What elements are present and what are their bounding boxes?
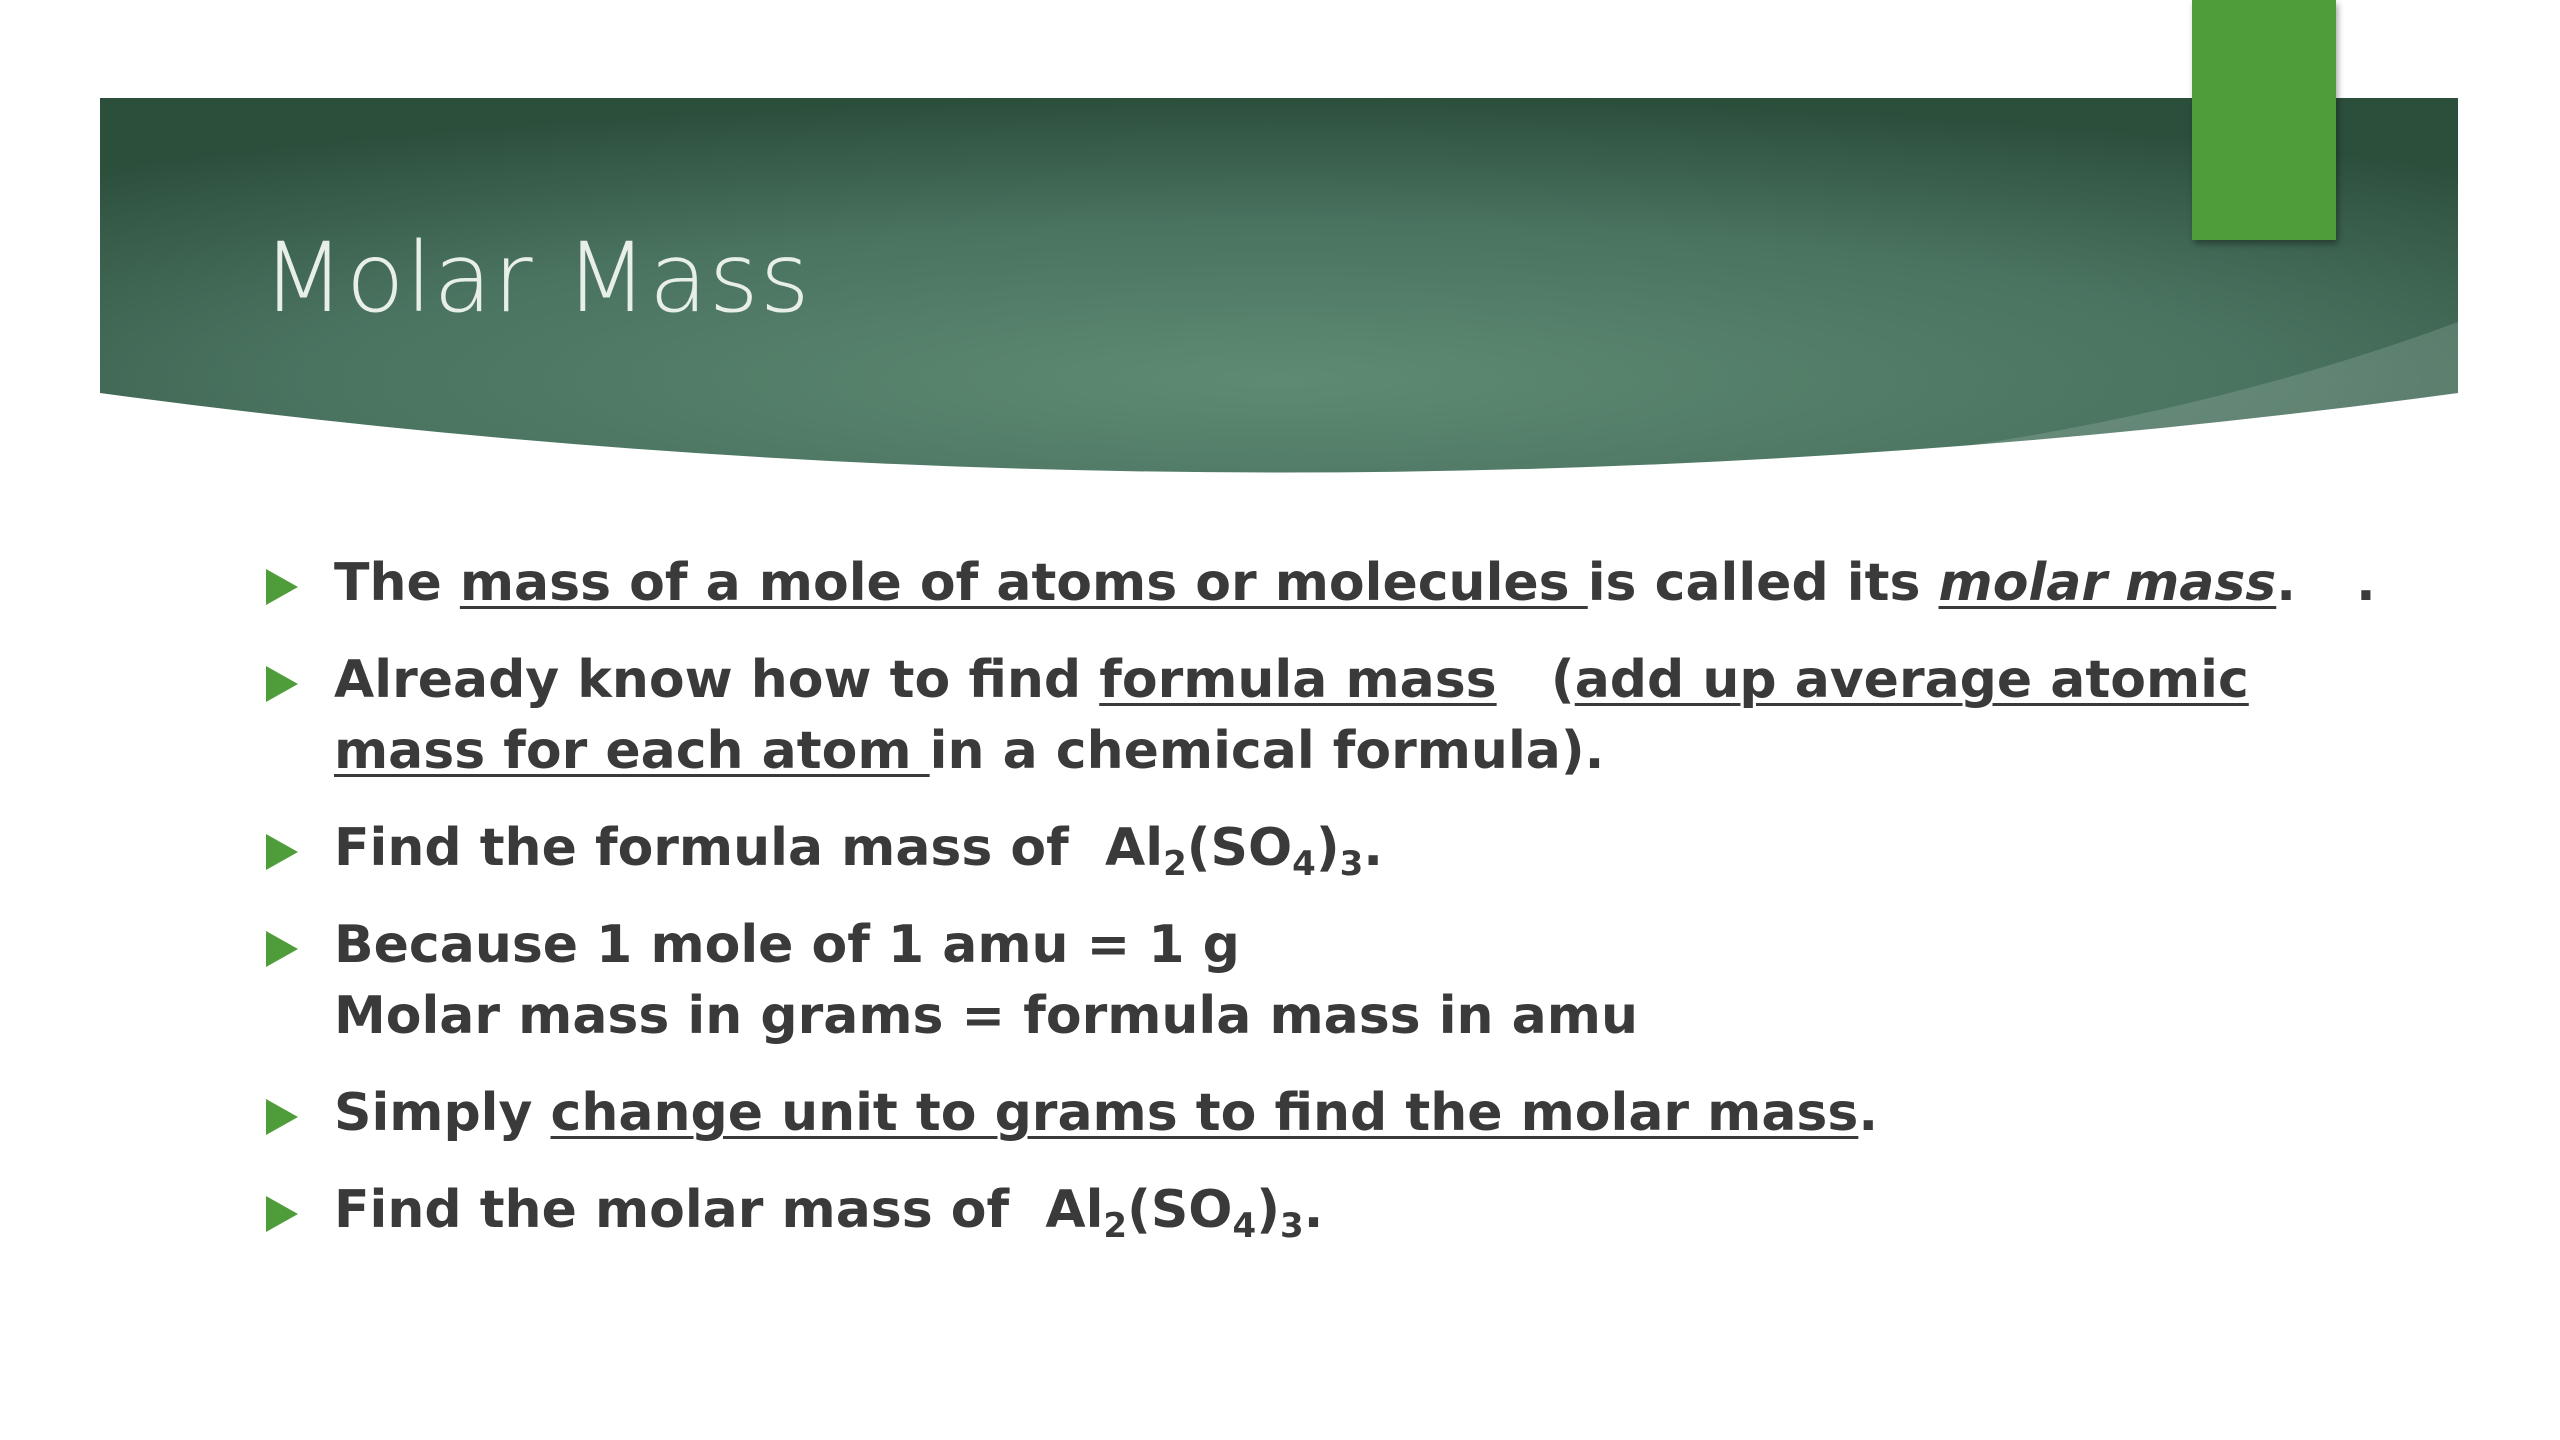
triangle-right-icon <box>266 569 298 605</box>
bullet-text-run: ) <box>1315 818 1340 878</box>
bullet-text-run: molar mass <box>1938 553 2277 613</box>
subscript-text: 3 <box>1279 1206 1304 1246</box>
bullet-line <box>334 548 2376 619</box>
bullet-text-run: in a chemical formula). <box>929 721 1605 781</box>
bullet-line <box>334 716 2362 787</box>
bullet-text-run: add up average atomic <box>1574 650 2249 710</box>
triangle-right-icon <box>266 834 298 870</box>
bullet-line <box>334 910 2362 981</box>
triangle-right-icon <box>266 1196 298 1232</box>
slide-title: Molar Mass <box>262 222 811 334</box>
bullet-line <box>334 1078 2362 1149</box>
bullet-text-run: Simply <box>334 1083 551 1143</box>
bullet-text-run: ) <box>1256 1180 1280 1240</box>
bullet-text-run: Because 1 mole of 1 amu = 1 g <box>334 915 1240 975</box>
bullet-line <box>334 981 2362 1052</box>
subscript-text: 4 <box>1292 844 1316 884</box>
bullet-text-run: . <box>2356 553 2376 613</box>
bullet-text-run: . <box>1303 1180 1324 1240</box>
bullet-text-run: mass for each atom <box>334 721 930 781</box>
bullet-text-run: . <box>1363 818 1384 878</box>
accent-tab <box>2192 0 2336 240</box>
bullet-text-run: Already know how to find <box>334 650 1100 710</box>
bullet-text-run: mass of a mole of atoms or molecules <box>459 553 1588 613</box>
bullet-text-run: change unit to grams to find the molar mass <box>550 1083 1859 1143</box>
bullet-line <box>334 1175 2362 1246</box>
triangle-right-icon <box>266 666 298 702</box>
bullet-item <box>262 910 2362 1052</box>
bullet-line <box>334 813 2362 884</box>
subscript-text: 3 <box>1339 844 1364 884</box>
bullet-line <box>334 645 2362 716</box>
bullet-item <box>262 1175 2362 1246</box>
bullet-item <box>262 645 2362 787</box>
bullet-item <box>262 813 2362 884</box>
bullet-text-run: The <box>334 553 460 613</box>
subscript-text: 2 <box>1103 1206 1128 1246</box>
bullet-text-run: Find the molar mass of Al <box>334 1180 1104 1240</box>
bullet-text-run: (SO <box>1127 1180 1233 1240</box>
triangle-right-icon <box>266 1099 298 1135</box>
bullet-list <box>262 548 2376 1272</box>
bullet-text-run: ( <box>1496 650 1575 710</box>
bullet-text-run: . <box>2276 553 2297 613</box>
bullet-item <box>262 1078 2362 1149</box>
bullet-text-run: Molar mass in grams = formula mass in amu <box>334 986 1638 1046</box>
triangle-right-icon <box>266 931 298 967</box>
bullet-item <box>262 548 2376 619</box>
bullet-text-run: . <box>1858 1083 1879 1143</box>
bullet-text-run: formula mass <box>1099 650 1497 710</box>
bullet-text-run: is called its <box>1587 553 1939 613</box>
subscript-text: 2 <box>1163 844 1187 884</box>
subscript-text: 4 <box>1232 1206 1257 1246</box>
bullet-text-run: Find the formula mass of Al <box>334 818 1164 878</box>
bullet-text-run: (SO <box>1186 818 1293 878</box>
